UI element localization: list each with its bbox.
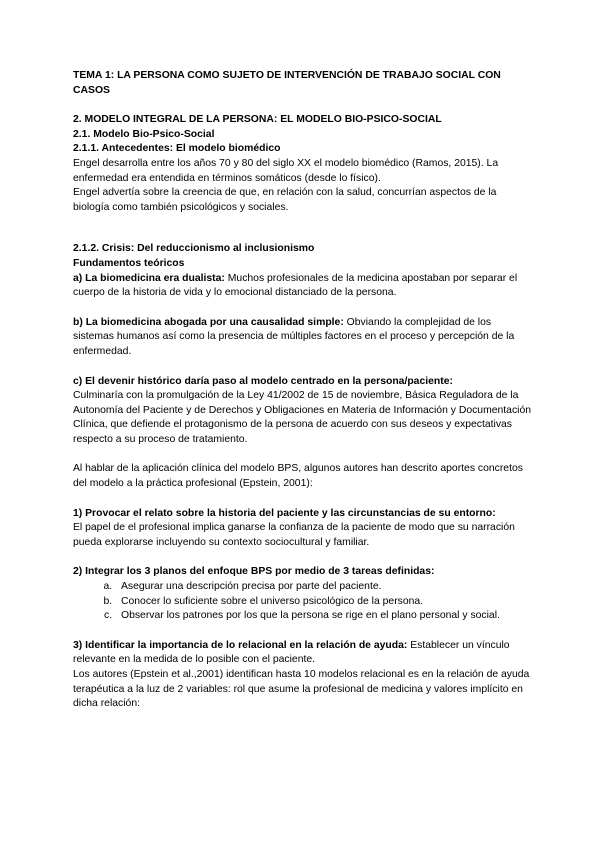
point-a-label: a) La biomedicina era dualista: bbox=[73, 272, 225, 284]
point-1-heading: 1) Provocar el relato sobre la historia del paciente y las circunstancias de su entorno: bbox=[73, 507, 496, 519]
point-1-text: El papel de el profesional implica ganarse la confianza de la paciente de modo que su narración pueda explorarse incluyendo su contexto sociocultural y familiar. bbox=[73, 522, 515, 548]
fundamentos-heading: Fundamentos teóricos bbox=[73, 257, 185, 269]
paragraph-engel-1: Engel desarrolla entre los años 70 y 80 del siglo XX el modelo biomédico (Ramos, 2015). La enfermedad era entendida en términos somáticos (desde lo físico). bbox=[73, 157, 499, 184]
list-item: a. Asegurar una descripción precisa por parte del paciente. bbox=[115, 580, 533, 595]
point-c-label: c) El devenir histórico daría paso al modelo centrado en la persona/paciente: bbox=[73, 375, 453, 387]
point-a-text: Muchos profesionales de la medicina apostaban por separar el cuerpo de la historia de vida y lo emocional distanciado de la persona. bbox=[73, 272, 518, 299]
point-3-text: Establecer un vínculo relevante en la medida de lo posible con el paciente. bbox=[73, 639, 510, 666]
point-a bbox=[73, 272, 533, 301]
section-2-1-2-heading: 2.1.2. Crisis: Del reduccionismo al inclusionismo bbox=[73, 243, 315, 255]
point-b-text: Obviando la complejidad de los sistemas humanos así como la presencia de múltiples factores en el proceso y percepción de la enfermedad. bbox=[73, 316, 515, 357]
point-2-list bbox=[73, 580, 533, 624]
point-2-heading: 2) Integrar los 3 planos del enfoque BPS por medio de 3 tareas definidas: bbox=[73, 566, 435, 578]
paragraph-engel-2: Engel advertía sobre la creencia de que, en relación con la salud, concurrían aspectos de la biología como también psicológicos y sociales. bbox=[73, 187, 497, 213]
bps-intro-paragraph: Al hablar de la aplicación clínica del modelo BPS, algunos autores han descrito aportes concretos del modelo a la práctica profesional (Epstein, 2001): bbox=[73, 463, 523, 490]
point-3-text-2: Los autores (Epstein et al.,2001) identifican hasta 10 modelos relacional es en la relación de ayuda terapéutica a la luz de 2 variables: rol que asume la profesional de medicina y valores implícito en dicha relación: bbox=[73, 669, 530, 710]
document-content bbox=[73, 69, 533, 712]
point-b-label: b) La biomedicina abogada por una causalidad simple: bbox=[73, 316, 344, 328]
section-2-1-heading: 2.1. Modelo Bio-Psico-Social bbox=[73, 128, 215, 140]
section-2-1-1-heading: 2.1.1. Antecedentes: El modelo biomédico bbox=[73, 143, 281, 155]
section-2-heading: 2. MODELO INTEGRAL DE LA PERSONA: EL MODELO BIO-PSICO-SOCIAL bbox=[73, 114, 442, 126]
point-c-text: Culminaría con la promulgación de la Ley 41/2002 de 15 de noviembre, Básica Reguladora de la Autonomía del Paciente y de Derechos y Obligaciones en Materia de Información y Documentación Clínica, que defiende el protagonismo de la persona de acuerdo con sus deseos y expectativas respecto a su proceso de tratamiento. bbox=[73, 390, 532, 445]
list-item: b. Conocer lo suficiente sobre el universo psicológico de la persona. bbox=[115, 595, 533, 610]
list-item: c. Observar los patrones por los que la persona se rige en el plano personal y social. bbox=[115, 609, 533, 624]
document-title: TEMA 1: LA PERSONA COMO SUJETO DE INTERVENCIÓN DE TRABAJO SOCIAL CON CASOS bbox=[73, 70, 501, 96]
point-3 bbox=[73, 639, 533, 668]
point-3-heading: 3) Identificar la importancia de lo relacional en la relación de ayuda: bbox=[73, 639, 408, 651]
point-b bbox=[73, 316, 533, 360]
